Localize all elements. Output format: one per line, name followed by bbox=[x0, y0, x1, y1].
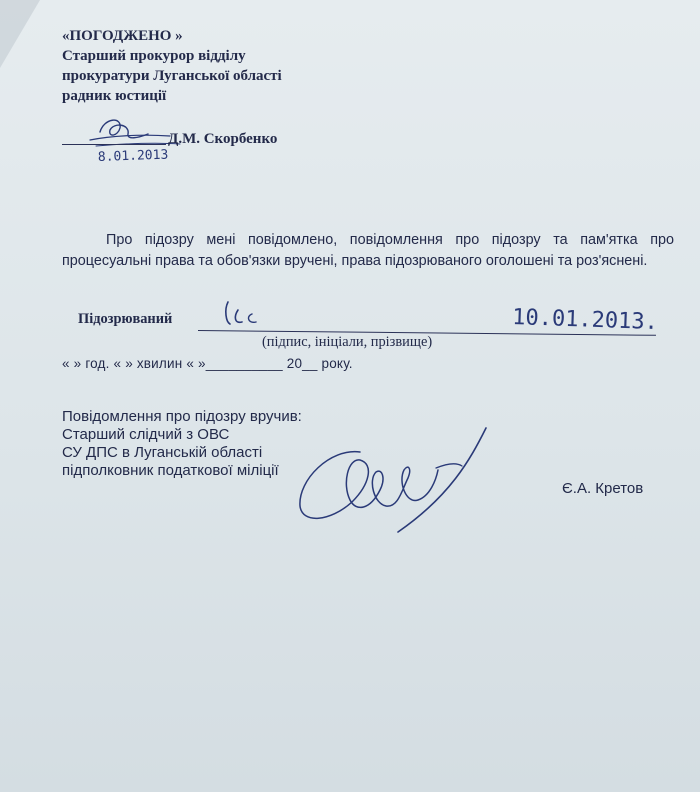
investigator-name: Є.А. Кретов bbox=[562, 480, 644, 497]
signature-hint: (підпис, ініціали, прізвище) bbox=[262, 334, 433, 350]
approver-handwritten-date bbox=[98, 145, 188, 169]
served-heading: Повідомлення про підозру вручив: bbox=[62, 408, 302, 425]
served-by-block bbox=[62, 408, 302, 480]
suspect-handwritten-date bbox=[512, 300, 672, 334]
statement-paragraph: Про підозру мені повідомлено, повідомлення про підозру та пам'ятка про процесуальні права та обов'язки вручені, права підозрюваного оголошені та роз'яснені. bbox=[62, 232, 674, 269]
served-position-line2: СУ ДПС в Луганській області bbox=[62, 444, 263, 461]
approver-signature-line bbox=[62, 144, 166, 145]
approval-position-line3: радник юстиції bbox=[62, 88, 167, 104]
svg-text:10.01.2013.: 10.01.2013. bbox=[511, 305, 659, 336]
suspect-signature bbox=[220, 296, 280, 332]
approval-position-line2: прокуратури Луганської області bbox=[62, 68, 282, 84]
approval-position-line1: Старший прокурор відділу bbox=[62, 48, 246, 64]
approval-heading: «ПОГОДЖЕНО » bbox=[62, 28, 183, 44]
approval-block bbox=[62, 26, 282, 106]
svg-text:8.01.2013: 8.01.2013 bbox=[97, 147, 169, 165]
served-position-line1: Старший слідчий з ОВС bbox=[62, 426, 230, 443]
investigator-signature bbox=[290, 420, 500, 540]
suspect-label: Підозрюваний bbox=[78, 311, 173, 327]
page-fold-shadow bbox=[0, 0, 40, 68]
served-position-line3: підполковник податкової міліції bbox=[62, 462, 279, 479]
approver-name: Д.М. Скорбенко bbox=[168, 131, 278, 147]
time-date-line: « » год. « » хвилин « »__________ 20__ року. bbox=[62, 356, 353, 371]
